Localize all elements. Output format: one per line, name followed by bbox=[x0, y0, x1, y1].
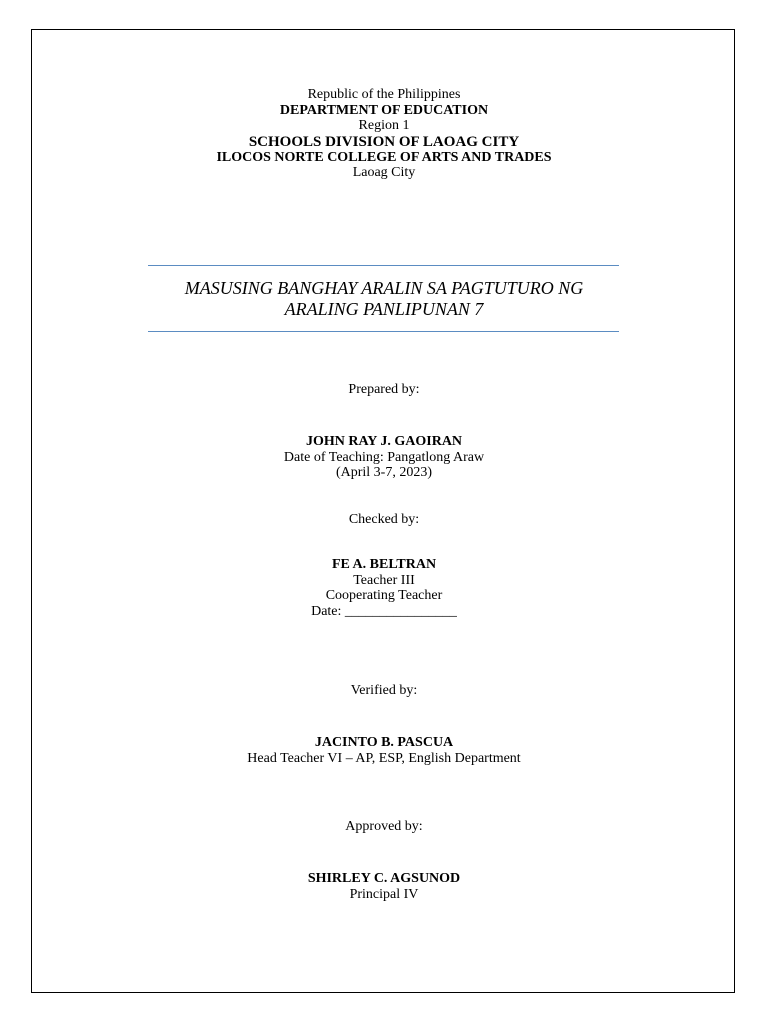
checked-by-position: Teacher III bbox=[353, 572, 415, 588]
title-line-1: MASUSING BANGHAY ARALIN SA PAGTUTURO NG bbox=[184, 278, 584, 298]
prepared-by-label: Prepared by: bbox=[348, 382, 420, 397]
header-division: SCHOOLS DIVISION OF LAOAG CITY bbox=[248, 133, 520, 150]
header-school: ILOCOS NORTE COLLEGE OF ARTS AND TRADES bbox=[216, 149, 552, 165]
verified-by-label-block bbox=[0, 683, 768, 699]
approved-by-name: SHIRLEY C. AGSUNOD bbox=[307, 871, 461, 886]
header-region: Region 1 bbox=[358, 118, 410, 133]
header-city: Laoag City bbox=[352, 165, 416, 180]
approved-by-label-block bbox=[0, 819, 768, 835]
prepared-by-signatory bbox=[0, 434, 768, 481]
approved-by-position: Principal IV bbox=[349, 886, 419, 902]
checked-by-label: Checked by: bbox=[348, 512, 420, 527]
title-rule-bottom bbox=[148, 331, 619, 332]
checked-by-role: Cooperating Teacher bbox=[325, 588, 443, 603]
verified-by-position: Head Teacher VI – AP, ESP, English Department bbox=[247, 750, 521, 766]
header-country: Republic of the Philippines bbox=[307, 87, 461, 102]
checked-by-signatory bbox=[0, 557, 768, 619]
verified-by-signatory bbox=[0, 735, 768, 766]
prepared-by-label-block bbox=[0, 382, 768, 398]
title-rule-top bbox=[148, 265, 619, 266]
prepared-by-name: JOHN RAY J. GAOIRAN bbox=[305, 434, 463, 449]
approved-by-label: Approved by: bbox=[345, 819, 423, 834]
verified-by-name: JACINTO B. PASCUA bbox=[314, 735, 454, 750]
title-line-2: ARALING PANLIPUNAN 7 bbox=[284, 299, 484, 319]
verified-by-label: Verified by: bbox=[350, 683, 418, 698]
checked-by-name: FE A. BELTRAN bbox=[331, 557, 437, 572]
document-title bbox=[0, 278, 768, 320]
checked-by-date-line: Date: ________________ bbox=[311, 603, 457, 619]
checked-by-label-block bbox=[0, 512, 768, 528]
approved-by-signatory bbox=[0, 871, 768, 902]
document-header bbox=[0, 87, 768, 181]
prepared-by-date-range: (April 3-7, 2023) bbox=[335, 465, 433, 480]
prepared-by-date-of-teaching: Date of Teaching: Pangatlong Araw bbox=[283, 449, 485, 465]
header-department: DEPARTMENT OF EDUCATION bbox=[279, 102, 489, 118]
